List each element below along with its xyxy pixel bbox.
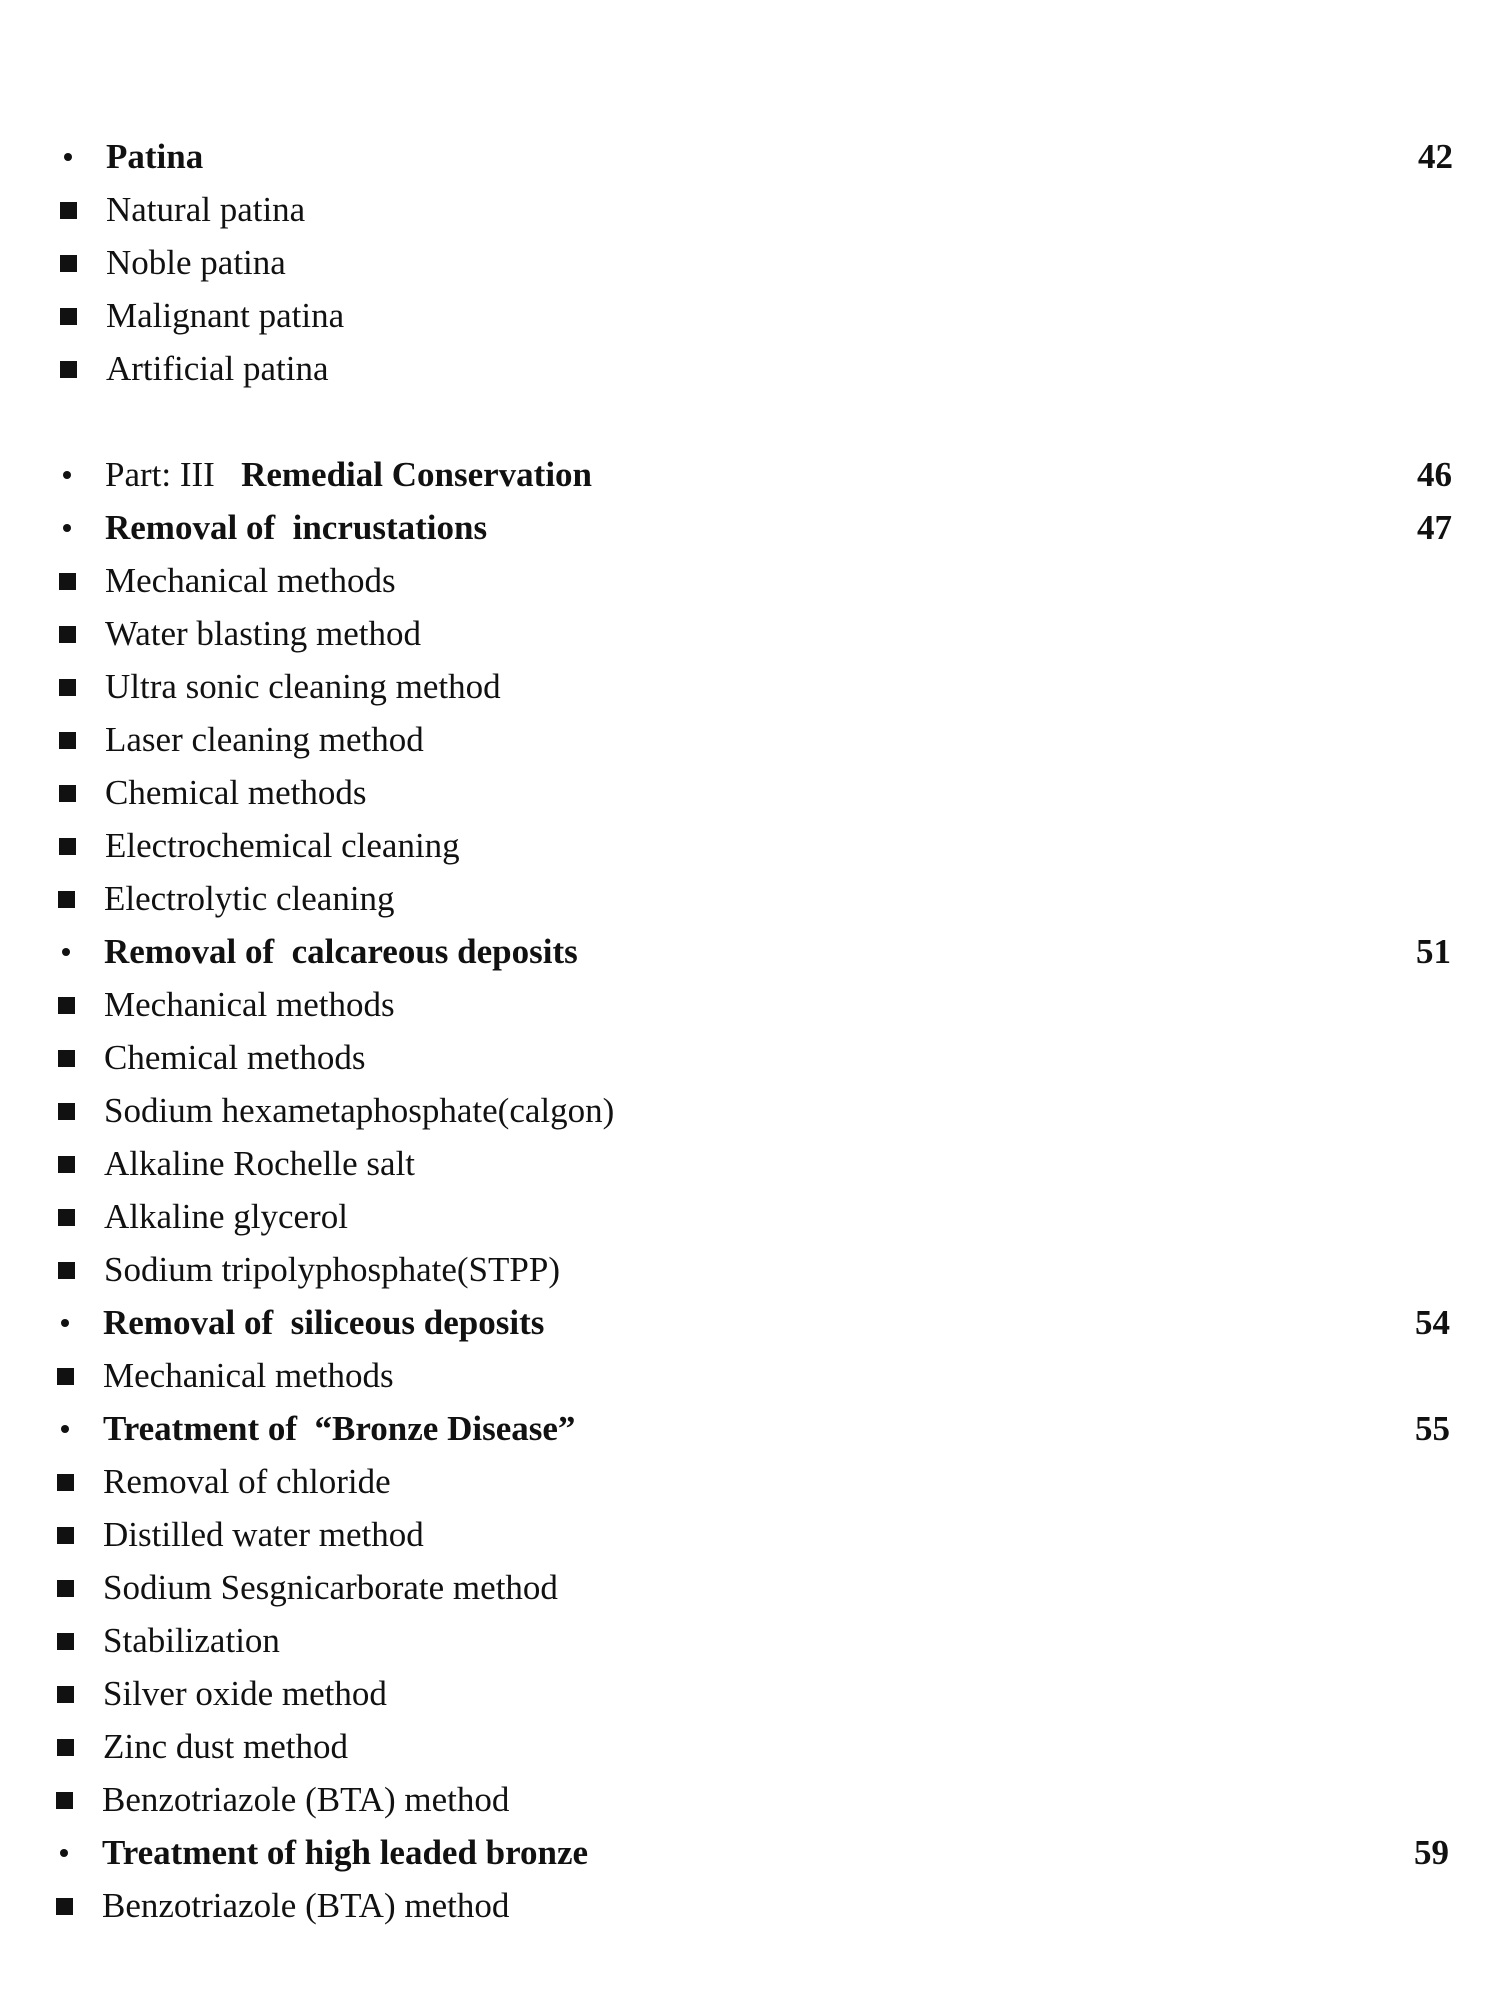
toc-entry-title: [104, 1246, 1451, 1294]
toc-subentry: [55, 1511, 1450, 1559]
subsection-label: Removal of chloride: [103, 1462, 391, 1501]
toc-entry-title: [103, 1564, 1450, 1612]
toc-subentry: [55, 1723, 1450, 1771]
toc-entry-title: [105, 557, 1452, 605]
toc-entry-title: [105, 504, 1417, 552]
square-bullet-icon: [55, 1686, 103, 1703]
page-number: 42: [1418, 137, 1453, 176]
square-bullet-icon: [57, 679, 105, 696]
toc-section-entry: [57, 504, 1452, 552]
toc-entry-title: [103, 1458, 1450, 1506]
toc-subentry: [54, 1776, 1449, 1824]
toc-subentry: [57, 822, 1452, 870]
subsection-label: Alkaline glycerol: [104, 1197, 348, 1236]
toc-section-entry: [58, 133, 1453, 181]
square-bullet-icon: [57, 785, 105, 802]
round-bullet-icon: [54, 1849, 102, 1857]
toc-entry-title: [105, 451, 1417, 499]
toc-subentry: [56, 1193, 1451, 1241]
toc-subentry: [57, 663, 1452, 711]
subsection-label: Natural patina: [106, 190, 306, 229]
toc-subentry: [55, 1458, 1450, 1506]
round-bullet-icon: [57, 471, 105, 479]
toc-entry-title: [105, 769, 1452, 817]
subsection-label: Sodium hexametaphosphate(calgon): [104, 1091, 615, 1130]
toc-entry-title: [104, 1193, 1451, 1241]
square-bullet-icon: [58, 255, 106, 272]
subsection-label: Benzotriazole (BTA) method: [102, 1780, 510, 1819]
square-bullet-icon: [55, 1739, 103, 1756]
square-bullet-icon: [56, 891, 104, 908]
section-heading: Treatment of high leaded bronze: [102, 1833, 589, 1872]
square-bullet-icon: [56, 1050, 104, 1067]
toc-section-entry: [57, 451, 1452, 499]
toc-entry-title: [102, 1882, 1449, 1930]
toc-entry-title: [105, 663, 1452, 711]
square-bullet-icon: [58, 308, 106, 325]
toc-subentry: [57, 716, 1452, 764]
toc-entry-title: [104, 1140, 1451, 1188]
section-heading: Patina: [106, 137, 204, 176]
subsection-label: Zinc dust method: [103, 1727, 348, 1766]
part-prefix: Part: III: [105, 455, 215, 494]
toc-subentry: [54, 1882, 1449, 1930]
page-number: 47: [1417, 508, 1452, 547]
subsection-label: Benzotriazole (BTA) method: [102, 1886, 510, 1925]
toc-entry-title: [103, 1511, 1450, 1559]
square-bullet-icon: [56, 997, 104, 1014]
toc-subentry: [58, 345, 1453, 393]
section-heading: Removal of calcareous deposits: [104, 932, 578, 971]
toc-subentry: [55, 1564, 1450, 1612]
page-number: 46: [1417, 455, 1452, 494]
subsection-label: Chemical methods: [105, 773, 367, 812]
subsection-label: Silver oxide method: [103, 1674, 387, 1713]
subsection-label: Distilled water method: [103, 1515, 424, 1554]
square-bullet-icon: [56, 1262, 104, 1279]
toc-subentry: [56, 1087, 1451, 1135]
square-bullet-icon: [54, 1898, 102, 1915]
square-bullet-icon: [57, 732, 105, 749]
toc-section-entry: [55, 1405, 1450, 1453]
toc-subentry: [55, 1617, 1450, 1665]
square-bullet-icon: [56, 1103, 104, 1120]
toc-entry-title: [105, 822, 1452, 870]
toc-section-entry: [56, 928, 1451, 976]
toc-entry-title: [103, 1299, 1415, 1347]
toc-subentry: [56, 981, 1451, 1029]
toc-subentry: [58, 292, 1453, 340]
toc-subentry: [55, 1352, 1450, 1400]
toc-subentry: [56, 875, 1451, 923]
toc-entry-title: [106, 345, 1453, 393]
subsection-label: Mechanical methods: [104, 985, 395, 1024]
subsection-label: Water blasting method: [105, 614, 421, 653]
toc-entry-title: [106, 292, 1453, 340]
toc-entry-title: [103, 1670, 1450, 1718]
toc-entry-title: [103, 1723, 1450, 1771]
subsection-label: Alkaline Rochelle salt: [104, 1144, 416, 1183]
square-bullet-icon: [57, 838, 105, 855]
toc-subentry: [56, 1034, 1451, 1082]
round-bullet-icon: [57, 524, 105, 532]
square-bullet-icon: [55, 1527, 103, 1544]
square-bullet-icon: [55, 1368, 103, 1385]
subsection-label: Mechanical methods: [105, 561, 396, 600]
toc-subentry: [55, 1670, 1450, 1718]
toc-entry-title: [104, 875, 1451, 923]
toc-subentry: [57, 769, 1452, 817]
subsection-label: Sodium Sesgnicarborate method: [103, 1568, 558, 1607]
toc-section-entry: [55, 1299, 1450, 1347]
page-number: 55: [1415, 1409, 1450, 1448]
square-bullet-icon: [55, 1474, 103, 1491]
toc-subentry: [58, 239, 1453, 287]
toc-entry-title: [106, 186, 1453, 234]
toc-entry-title: [104, 981, 1451, 1029]
toc-entry-title: [103, 1352, 1450, 1400]
toc-subentry: [57, 557, 1452, 605]
round-bullet-icon: [55, 1425, 103, 1433]
subsection-label: Chemical methods: [104, 1038, 366, 1077]
toc-subentry: [56, 1246, 1451, 1294]
toc-subentry: [58, 186, 1453, 234]
section-heading: Removal of incrustations: [105, 508, 488, 547]
subsection-label: Laser cleaning method: [105, 720, 424, 759]
toc-entry-title: [102, 1829, 1414, 1877]
toc-entry-title: [105, 610, 1452, 658]
page-number: 51: [1416, 932, 1451, 971]
square-bullet-icon: [57, 573, 105, 590]
square-bullet-icon: [54, 1792, 102, 1809]
round-bullet-icon: [58, 153, 106, 161]
square-bullet-icon: [55, 1580, 103, 1597]
toc-entry-title: [104, 1087, 1451, 1135]
toc-entry-title: [106, 239, 1453, 287]
toc-subentry: [56, 1140, 1451, 1188]
toc-entry-title: [105, 716, 1452, 764]
round-bullet-icon: [56, 948, 104, 956]
square-bullet-icon: [56, 1209, 104, 1226]
subsection-label: Malignant patina: [106, 296, 345, 335]
page-number: 54: [1415, 1303, 1450, 1342]
page-number: 59: [1414, 1833, 1449, 1872]
subsection-label: Electrolytic cleaning: [104, 879, 395, 918]
subsection-label: Artificial patina: [106, 349, 329, 388]
toc-entry-title: [106, 133, 1418, 181]
toc-entry-title: [104, 928, 1416, 976]
square-bullet-icon: [57, 626, 105, 643]
subsection-label: Electrochemical cleaning: [105, 826, 460, 865]
toc-section-entry: [54, 1829, 1449, 1877]
subsection-label: Sodium tripolyphosphate(STPP): [104, 1250, 560, 1289]
toc-entry-title: [102, 1776, 1449, 1824]
section-heading: Removal of siliceous deposits: [103, 1303, 545, 1342]
toc-subentry: [57, 610, 1452, 658]
toc-entry-title: [104, 1034, 1451, 1082]
toc-entry-title: [103, 1405, 1415, 1453]
section-heading: Treatment of “Bronze Disease”: [103, 1409, 576, 1448]
square-bullet-icon: [58, 361, 106, 378]
square-bullet-icon: [58, 202, 106, 219]
square-bullet-icon: [56, 1156, 104, 1173]
subsection-label: Stabilization: [103, 1621, 280, 1660]
section-heading: Remedial Conservation: [241, 455, 593, 494]
subsection-label: Ultra sonic cleaning method: [105, 667, 501, 706]
toc-entry-title: [103, 1617, 1450, 1665]
subsection-label: Mechanical methods: [103, 1356, 394, 1395]
subsection-label: Noble patina: [106, 243, 286, 282]
square-bullet-icon: [55, 1633, 103, 1650]
round-bullet-icon: [55, 1319, 103, 1327]
